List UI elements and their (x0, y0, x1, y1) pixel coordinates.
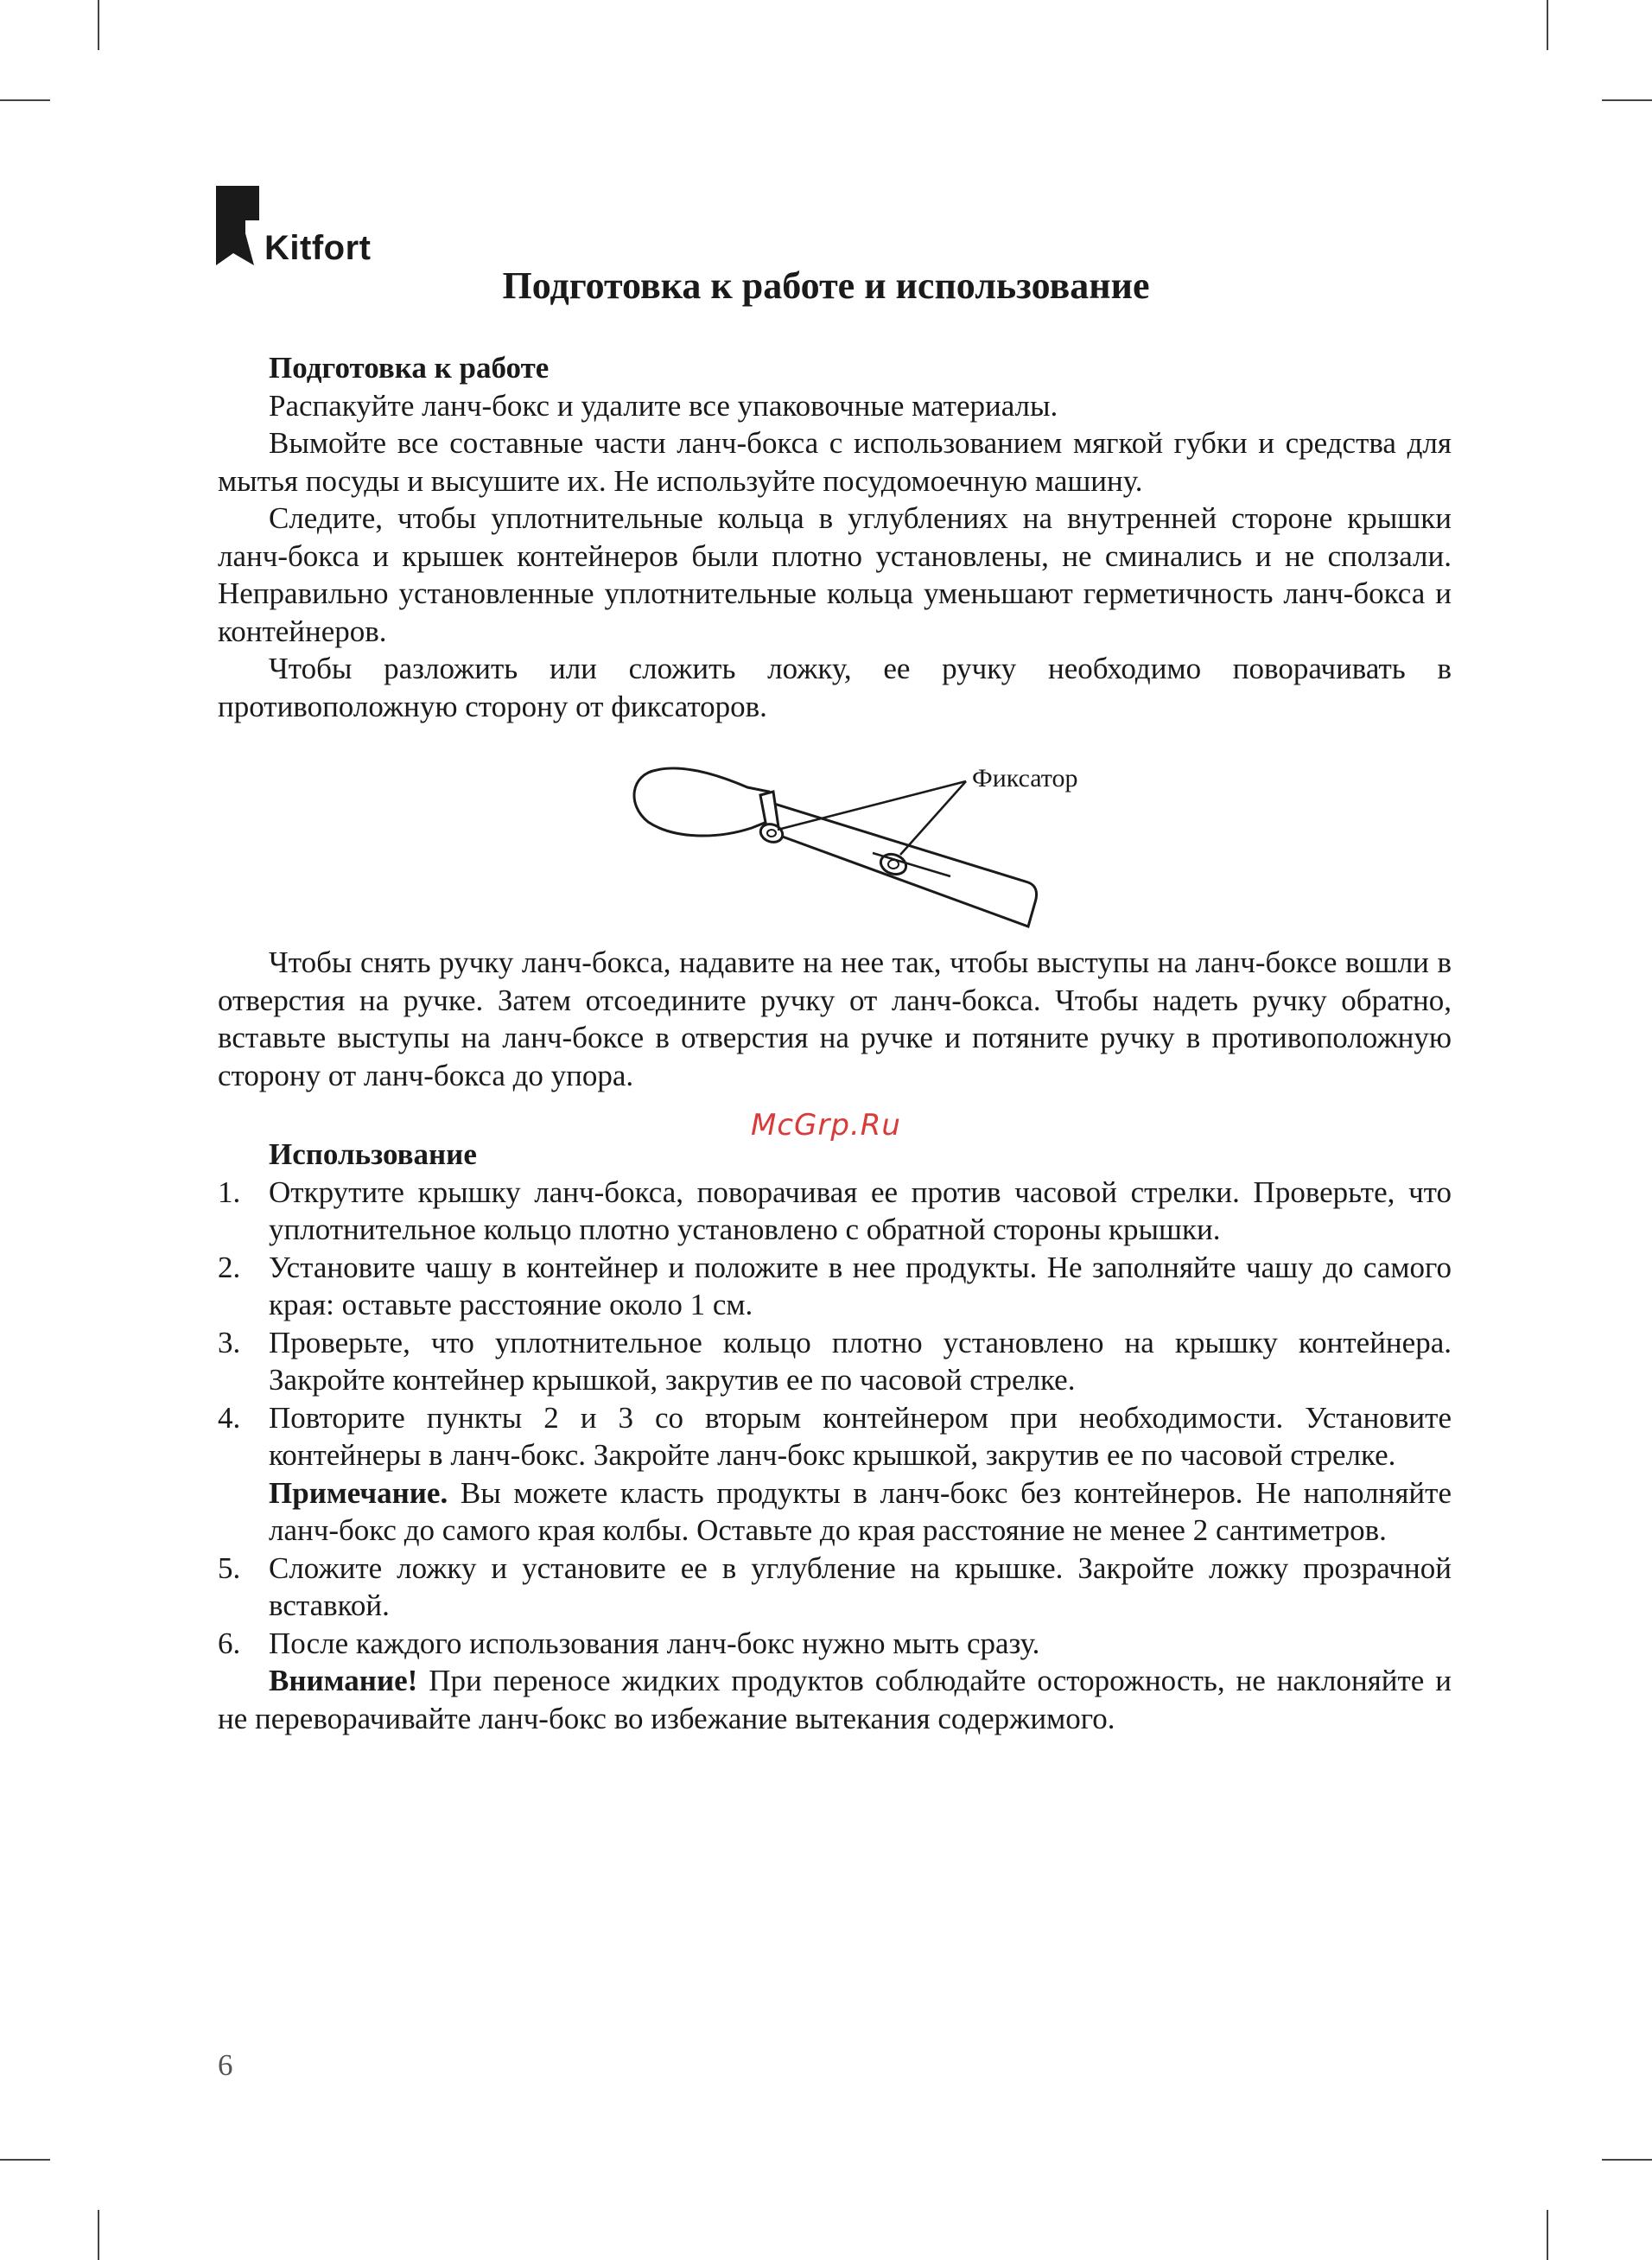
crop-mark (0, 2159, 50, 2161)
warning-label: Внимание! (269, 1664, 418, 1697)
list-item-number: 3. (218, 1325, 241, 1359)
handle-paragraph: Чтобы снять ручку ланч-бокса, надавите на нее так, чтобы выступы на ланч-боксе вошли в отверстия на ручке. Затем отсоедините ручку от ланч-бокса. Чтобы надеть ручку обратно, вставьте выступы на ланч-боксе в отверстия на ручке и потяните ручку в противоположную сторону от ланч-бокса до упора. (218, 945, 1452, 1092)
watermark: McGrp.Ru (751, 1108, 901, 1143)
list-item (218, 1550, 1452, 1625)
list-item-text: Сложите ложку и установите ее в углубление на крышке. Закройте ложку прозрачной вставкой. (269, 1550, 1452, 1622)
list-item-text: Открутите крышку ланч-бокса, поворачивая ее против часовой стрелки. Проверьте, что уплотнительное кольцо плотно установлено с обратной стороны крышки. (269, 1175, 1452, 1246)
crop-mark (98, 2210, 99, 2260)
kitfort-logo-icon (216, 186, 268, 268)
prep-paragraph-2: Вымойте все составные части ланч-бокса с использованием мягкой губки и средства для мытья посуды и высушите их. Не используйте посудомоечную машину. (218, 426, 1452, 498)
crop-mark (0, 99, 50, 101)
page-number: 6 (218, 2048, 233, 2082)
list-item-text: Установите чашу в контейнер и положите в нее продукты. Не заполняйте чашу до самого края: оставьте расстояние около 1 см. (269, 1250, 1452, 1321)
crop-mark (1602, 99, 1652, 101)
page-title: Подготовка к работе и использование (502, 264, 1150, 307)
warning (218, 1662, 1452, 1737)
crop-mark (98, 0, 99, 50)
note (218, 1474, 1452, 1550)
brand-logo (216, 186, 389, 272)
handle-section (218, 944, 1452, 1094)
list-item (218, 1249, 1452, 1324)
usage-section (218, 1136, 1452, 1737)
list-item-text: После каждого использования ланч-бокс нужно мыть сразу. (269, 1626, 1040, 1660)
list-item (218, 1399, 1452, 1474)
list-item (218, 1625, 1452, 1663)
note-label: Примечание. (269, 1475, 448, 1510)
usage-heading: Использование (269, 1137, 477, 1171)
list-item-number: 4. (218, 1400, 241, 1435)
list-item-text: Повторите пункты 2 и 3 со вторым контейнером при необходимости. Установите контейнеры в ланч-бокс. Закройте ланч-бокс крышкой, закрутив ее по часовой стрелке. (269, 1400, 1452, 1472)
crop-mark (1602, 2159, 1652, 2161)
prep-paragraph-3: Следите, чтобы уплотнительные кольца в углублениях на внутренней стороне крышки ланч-бокса и крышек контейнеров были плотно установлены, не сминались и не сползали. Неправильно установленные уплотнительные кольца уменьшают герметичность ланч-бокса и контейнеров. (218, 501, 1452, 648)
list-item-number: 2. (218, 1250, 241, 1284)
crop-mark (1547, 0, 1548, 50)
prep-section (218, 349, 1452, 725)
prep-paragraph-1: Распакуйте ланч-бокс и удалите все упаковочные материалы. (269, 388, 1058, 423)
brand-name: Kitfort (264, 229, 372, 267)
list-item-text: Проверьте, что уплотнительное кольцо плотно установлено на крышку контейнера. Закройте контейнер крышкой, закрутив ее по часовой стрелке. (269, 1325, 1452, 1397)
list-item-number: 5. (218, 1550, 241, 1585)
note-text: Вы можете класть продукты в ланч-бокс без контейнеров. Не наполняйте ланч-бокс до самого края колбы. Оставьте до края расстояние не менее 2 сантиметров. (269, 1475, 1452, 1547)
warning-text: При переносе жидких продуктов соблюдайте осторожность, не наклоняйте и не переворачивайте ланч-бокс во избежание вытекания содержимого. (218, 1664, 1452, 1735)
crop-mark (1547, 2210, 1548, 2260)
fixator-label: Фиксатор (972, 764, 1078, 793)
list-item (218, 1324, 1452, 1399)
list-item (218, 1174, 1452, 1249)
list-item-number: 1. (218, 1175, 241, 1209)
prep-paragraph-4: Чтобы разложить или сложить ложку, ее ручку необходимо поворачивать в противоположную сторону от фиксаторов. (218, 652, 1452, 723)
prep-heading: Подготовка к работе (269, 351, 550, 385)
list-item-number: 6. (218, 1626, 241, 1660)
